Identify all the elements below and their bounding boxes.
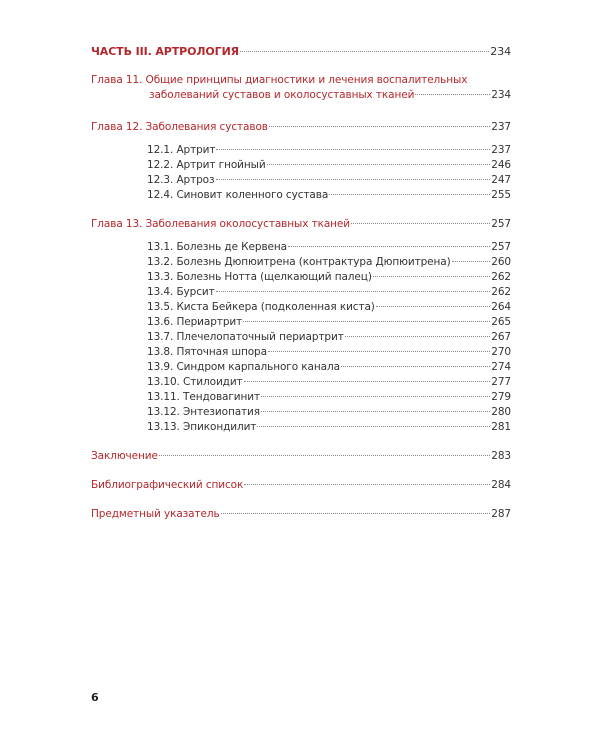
toc-chapter-12-sections xyxy=(91,143,511,203)
dot-leader xyxy=(261,396,490,397)
toc-page-number: 260 xyxy=(491,256,511,268)
toc-section[interactable] xyxy=(91,315,511,330)
toc-page-number: 246 xyxy=(491,159,511,171)
dot-leader xyxy=(373,276,490,277)
toc-page-number: 262 xyxy=(491,286,511,298)
dot-leader xyxy=(268,351,490,352)
toc-section[interactable] xyxy=(91,240,511,255)
toc-section-title: 13.13. Эпикондилит xyxy=(147,421,257,433)
toc-section-title: 12.3. Артроз xyxy=(147,174,215,186)
dot-leader xyxy=(452,261,491,262)
dot-leader xyxy=(244,484,490,485)
toc-page-number: 237 xyxy=(491,144,511,156)
toc-page-number: 274 xyxy=(491,361,511,373)
dot-leader xyxy=(267,164,491,165)
toc-section-title: 13.8. Пяточная шпора xyxy=(147,346,267,358)
toc-chapter-11[interactable] xyxy=(91,73,511,103)
toc-section[interactable] xyxy=(91,420,511,435)
dot-leader xyxy=(159,455,490,456)
toc-section-title: 13.11. Тендовагинит xyxy=(147,391,261,403)
toc-conclusion[interactable] xyxy=(91,449,511,464)
toc-page-number: 234 xyxy=(490,45,511,58)
toc-page-number: 237 xyxy=(491,121,511,133)
toc-section-title: 12.1. Артрит xyxy=(147,144,216,156)
toc-page-number: 281 xyxy=(491,421,511,433)
toc-section[interactable] xyxy=(91,345,511,360)
toc-section-title: 13.2. Болезнь Дюпюитрена (контрактура Дюпюитрена) xyxy=(147,256,451,268)
toc-section-title: 13.4. Бурсит xyxy=(147,286,215,298)
toc-page-number: 267 xyxy=(491,331,511,343)
toc-section-title: 12.4. Синовит коленного сустава xyxy=(147,189,329,201)
toc-section[interactable] xyxy=(91,173,511,188)
toc-page-number: 279 xyxy=(491,391,511,403)
toc-page-number: 277 xyxy=(491,376,511,388)
toc-part-3[interactable] xyxy=(91,44,511,59)
toc-chapter-title: Глава 12. Заболевания суставов xyxy=(91,121,268,133)
toc-section[interactable] xyxy=(91,255,511,270)
dot-leader xyxy=(288,246,490,247)
dot-leader xyxy=(216,291,491,292)
dot-leader xyxy=(329,194,490,195)
toc-chapter-title: Глава 13. Заболевания околосуставных тканей xyxy=(91,218,351,230)
toc-chapter-13[interactable] xyxy=(91,217,511,232)
toc-page-number: 287 xyxy=(491,508,511,520)
toc-chapter-12[interactable] xyxy=(91,120,511,135)
toc-page-number: 284 xyxy=(491,479,511,491)
dot-leader xyxy=(243,321,490,322)
dot-leader xyxy=(221,513,491,514)
toc-chapter-title-line1: Глава 11. Общие принципы диагностики и лечения воспалительных xyxy=(91,74,468,86)
toc-section-title: 13.3. Болезнь Нотта (щелкающий палец) xyxy=(147,271,372,283)
toc-section-title: 13.5. Киста Бейкера (подколенная киста) xyxy=(147,301,375,313)
dot-leader xyxy=(376,306,490,307)
toc-subject-index[interactable] xyxy=(91,507,511,522)
toc-bibliography[interactable] xyxy=(91,478,511,493)
toc-page-number: 283 xyxy=(491,450,511,462)
toc-section-title: 13.9. Синдром карпального канала xyxy=(147,361,340,373)
toc-section-title: 13.6. Периартрит xyxy=(147,316,243,328)
toc-section[interactable] xyxy=(91,330,511,345)
toc-section[interactable] xyxy=(91,300,511,315)
dot-leader xyxy=(216,179,491,180)
toc-section[interactable] xyxy=(91,188,511,203)
page-number: 6 xyxy=(91,691,99,704)
toc-section-title: 13.7. Плечелопаточный периартрит xyxy=(147,331,344,343)
dot-leader xyxy=(415,94,490,95)
toc-chapter-13-sections xyxy=(91,240,511,435)
toc-section[interactable] xyxy=(91,285,511,300)
toc-page-number: 264 xyxy=(491,301,511,313)
toc-section[interactable] xyxy=(91,360,511,375)
toc-section[interactable] xyxy=(91,143,511,158)
toc-section-title: 13.12. Энтезиопатия xyxy=(147,406,260,418)
dot-leader xyxy=(261,411,490,412)
toc-section[interactable] xyxy=(91,375,511,390)
dot-leader xyxy=(341,366,490,367)
toc-page-number: 280 xyxy=(491,406,511,418)
toc-page-number: 234 xyxy=(491,89,511,101)
toc-section-title: 13.1. Болезнь де Кервена xyxy=(147,241,288,253)
toc-page-number: 247 xyxy=(491,174,511,186)
toc-entry-title: Заключение xyxy=(91,450,158,462)
toc-section-title: 13.10. Стилоидит xyxy=(147,376,243,388)
toc-page-number: 262 xyxy=(491,271,511,283)
toc-part-title: ЧАСТЬ III. АРТРОЛОГИЯ xyxy=(91,45,240,58)
toc-section[interactable] xyxy=(91,405,511,420)
toc-page-number: 265 xyxy=(491,316,511,328)
toc-page-number: 255 xyxy=(491,189,511,201)
dot-leader xyxy=(257,426,490,427)
toc-entry-title: Предметный указатель xyxy=(91,508,220,520)
toc-entry-title: Библиографический список xyxy=(91,479,244,491)
toc-section[interactable] xyxy=(91,158,511,173)
toc-chapter-title-line2: заболеваний суставов и околосуставных тканей xyxy=(149,89,415,101)
table-of-contents xyxy=(91,44,511,522)
dot-leader xyxy=(240,51,489,52)
toc-page-number: 270 xyxy=(491,346,511,358)
dot-leader xyxy=(216,149,490,150)
toc-page-number: 257 xyxy=(491,241,511,253)
toc-section[interactable] xyxy=(91,270,511,285)
dot-leader xyxy=(269,126,490,127)
dot-leader xyxy=(351,223,490,224)
toc-section-title: 12.2. Артрит гнойный xyxy=(147,159,266,171)
dot-leader xyxy=(244,381,491,382)
toc-page-number: 257 xyxy=(491,218,511,230)
dot-leader xyxy=(345,336,491,337)
toc-section[interactable] xyxy=(91,390,511,405)
